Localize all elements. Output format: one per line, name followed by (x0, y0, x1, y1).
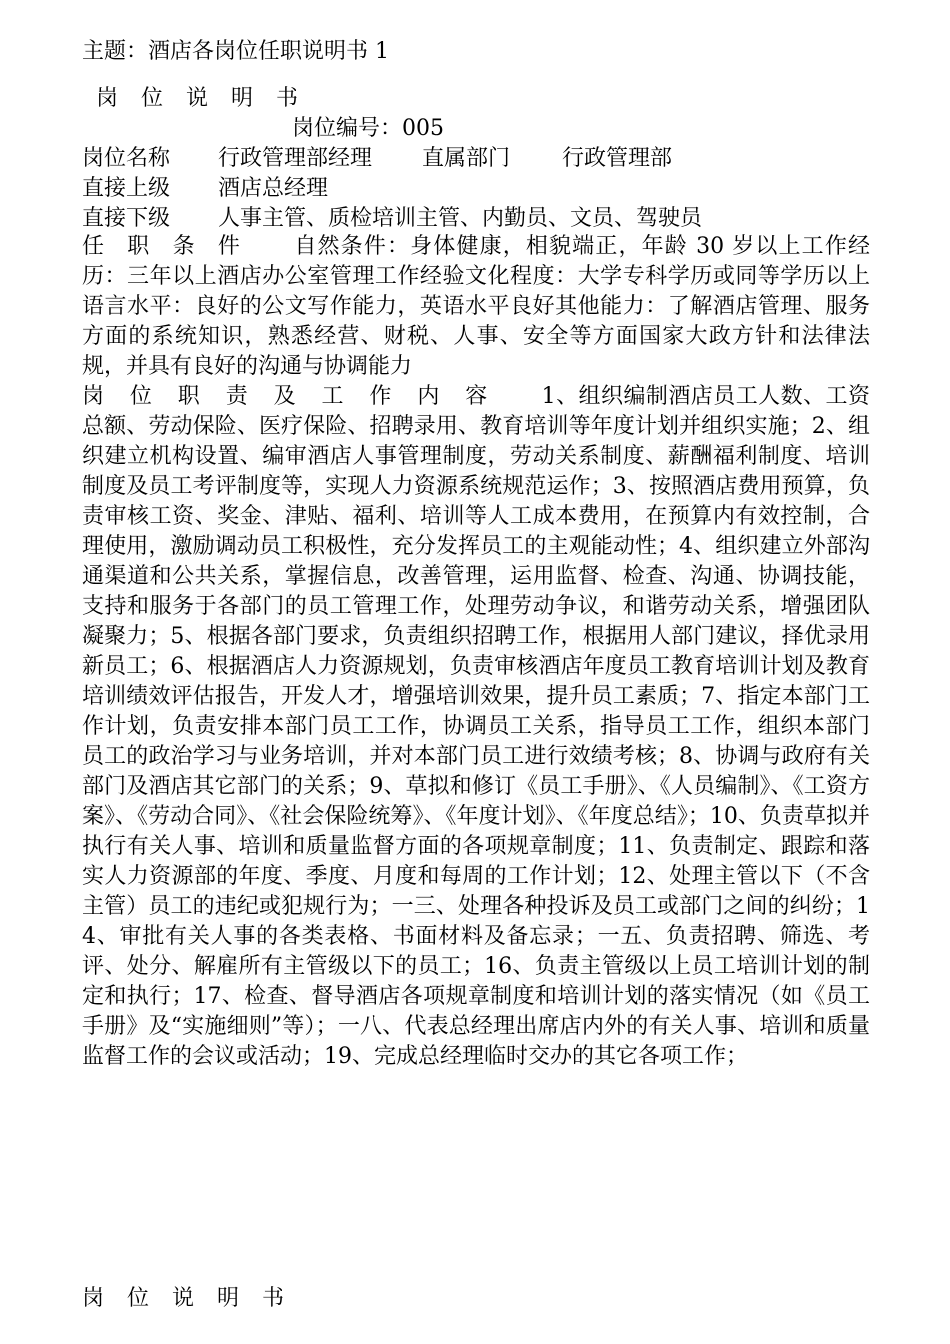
position-code: 岗位编号：005 (292, 116, 444, 141)
department-value: 行政管理部 (562, 146, 673, 171)
superior-row (82, 174, 328, 204)
document-title: 岗 位 说 明 书 (96, 86, 306, 111)
qualification-text: 自然条件：身体健康，相貌端正，年龄 30 岁以上工作经历：三年以上酒店办公室管理工作经验文化程度：大学专科学历或同等学历以上语言水平：良好的公文写作能力，英语水平良好其他能力：了解酒店管理、服务方面的系统知识，熟悉经营、财税、人事、安全等方面国家大政方针和法律法规，并具有良好的沟通与协调能力 (82, 234, 870, 379)
qualification-label: 任 职 条 件 (82, 234, 249, 259)
department-label: 直属部门 (422, 146, 511, 171)
document-body (82, 232, 870, 1072)
footer-title: 岗 位 说 明 书 (82, 1286, 292, 1311)
superior-value: 酒店总经理 (218, 176, 329, 201)
document-subject: 主题：酒店各岗位任职说明书 1 (82, 39, 389, 64)
subordinate-value: 人事主管、质检培训主管、内勤员、文员、驾驶员 (218, 206, 703, 231)
position-name-value: 行政管理部经理 (218, 146, 373, 171)
superior-label: 直接上级 (82, 176, 171, 201)
duty-text: 1、组织编制酒店员工人数、工资总额、劳动保险、医疗保险、招聘录用、教育培训等年度计划并组织实施；2、组织建立机构设置、编审酒店人事管理制度，劳动关系制度、薪酬福利制度、培训制度及员工考评制度等，实现人力资源系统规范运作；3、按照酒店费用预算，负责审核工资、奖金、津贴、福利、培训等人工成本费用，在预算内有效控制，合理使用，激励调动员工积极性，充分发挥员工的主观能动性；4、组织建立外部沟通渠道和公共关系，掌握信息，改善管理，运用监督、检查、沟通、协调技能，支持和服务于各部门的员工管理工作，处理劳动争议，和谐劳动关系，增强团队凝聚力；5、根据各部门要求，负责组织招聘工作，根据用人部门建议，择优录用新员工；6、根据酒店人力资源规划，负责审核酒店年度员工教育培训计划及教育培训绩效评估报告，开发人才，增强培训效果，提升员工素质；7、指定本部门工作计划，负责安排本部门员工工作，协调员工关系，指导员工工作，组织本部门员工的政治学习与业务培训，并对本部门员工进行效绩考核；8、协调与政府有关部门及酒店其它部门的关系；9、草拟和修订《员工手册》、《人员编制》、《工资方案》、《劳动合同》、《社会保险统筹》、《年度计划》、《年度总结》；10、负责草拟并执行有关人事、培训和质量监督方面的各项规章制度；11、负责制定、跟踪和落实人力资源部的年度、季度、月度和每周的工作计划；12、处理主管以下（不含主管）员工的违纪或犯规行为；一三、处理各种投诉及员工或部门之间的纠纷；14、审批有关人事的各类表格、书面材料及备忘录；一五、负责招聘、筛选、考评、处分、解雇所有主管级以下的员工；16、负责主管级以上员工培训计划的制定和执行；17、检查、督导酒店各项规章制度和培训计划的落实情况（如《员工手册》及“实施细则”等）；一八、代表总经理出席店内外的有关人事、培训和质量监督工作的会议或活动；19、完成总经理临时交办的其它各项工作； (82, 384, 871, 1069)
subordinate-row (82, 204, 702, 234)
subordinate-label: 直接下级 (82, 206, 171, 231)
position-name-row (82, 144, 672, 174)
duty-label: 岗 位 职 责 及 工 作 内 容 (82, 384, 497, 409)
position-name-label: 岗位名称 (82, 146, 171, 171)
